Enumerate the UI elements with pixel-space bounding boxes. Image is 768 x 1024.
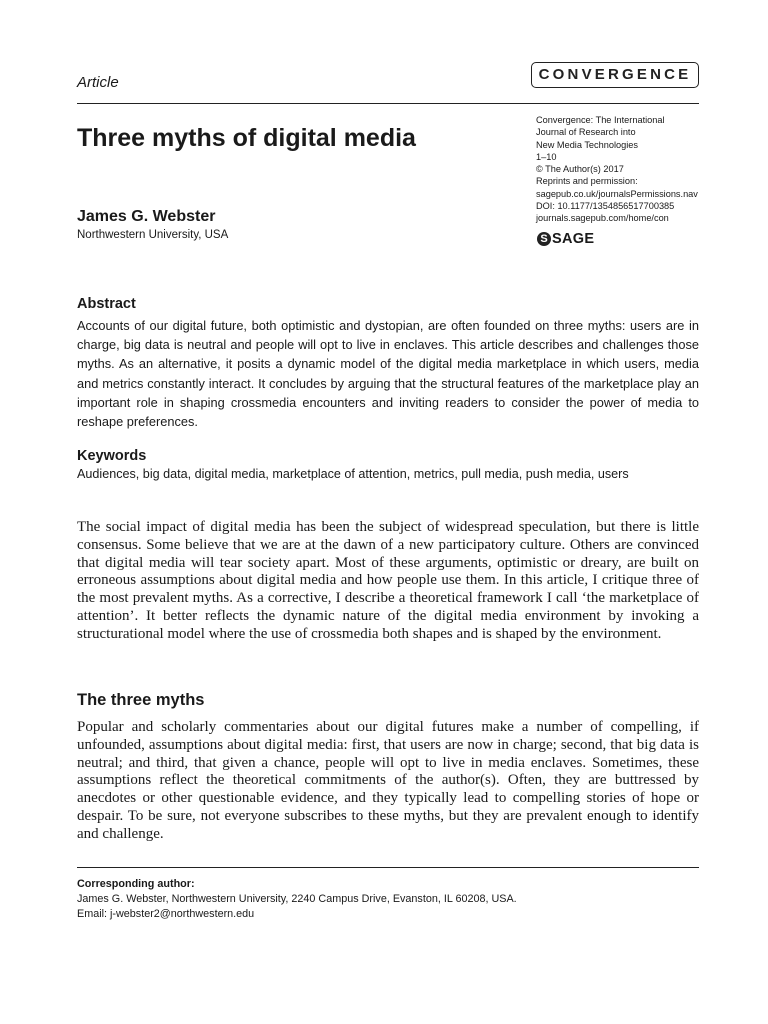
article-type-label: Article <box>77 74 119 91</box>
meta-line: Journal of Research into <box>536 127 636 138</box>
header-divider <box>77 103 699 104</box>
author-affiliation: Northwestern University, USA <box>77 229 229 241</box>
body-paragraph: The social impact of digital media has been the subject of widespread speculation, but there is little consensus. Some believe that we are at the dawn of a new participatory culture. Others are convinced that digital media will tear society apart. Most of these arguments, optimistic or dreary, are built on erroneous assumptions about digital media and how people use them. In this article, I critique three of the most prevalent myths. As a corrective, I describe a theoretical framework I call ‘the marketplace of attention’. It better reflects the dynamic nature of the digital media environment by invoking a structurational model where the use of crossmedia both shapes and is shaped by the environment. <box>77 519 699 642</box>
keywords-heading: Keywords <box>77 448 147 464</box>
footnote-heading: Corresponding author: <box>77 878 195 890</box>
abstract-text: Accounts of our digital future, both optimistic and dystopian, are often founded on three myths: users are in charge, big data is neutral and people will opt to live in enclaves. This article describes and challenges those myths. As an alternative, it posits a dynamic model of the digital media marketplace in which users, media and metrics constantly interact. It concludes by arguing that the structural features of the marketplace play an important role in shaping crossmedia encounters and inviting readers to consider the power of media to reshape preferences. <box>77 318 699 430</box>
journal-metadata <box>536 114 701 225</box>
body-paragraph: Popular and scholarly commentaries about our digital futures make a number of compelling, if unfounded, assumptions about digital media: first, that users are now in charge; second, that big data is neutral; and third, that given a chance, people will opt to live in media enclaves. Sometimes, these assumptions reflect the theoretical commitments of the author(s). Often, they are buttressed by anecdotes or other questionable evidence, and they typically lead to compelling stories of hope or despair. To be sure, not everyone subscribes to these myths, but they are prevalent enough to identify and challenge. <box>77 719 699 842</box>
section-heading: The three myths <box>77 691 205 709</box>
keywords-text: Audiences, big data, digital media, marketplace of attention, metrics, pull media, push media, users <box>77 467 629 481</box>
meta-line: 1–10 <box>536 151 557 162</box>
corresponding-author-note <box>77 877 517 922</box>
meta-doi[interactable]: DOI: 10.1177/1354856517700385 <box>536 201 675 212</box>
publisher-name: SAGE <box>552 231 595 247</box>
meta-link-journal[interactable]: journals.sagepub.com/home/con <box>536 213 669 224</box>
meta-link-permissions[interactable]: sagepub.co.uk/journalsPermissions.nav <box>536 188 698 199</box>
meta-line: Reprints and permission: <box>536 176 638 187</box>
publisher-logo <box>537 231 594 247</box>
meta-line: © The Author(s) 2017 <box>536 164 624 175</box>
abstract-heading: Abstract <box>77 296 136 312</box>
footnote-divider <box>77 867 699 868</box>
author-name: James G. Webster <box>77 208 216 225</box>
article-title: Three myths of digital media <box>77 124 416 152</box>
footnote-address: James G. Webster, Northwestern University, 2240 Campus Drive, Evanston, IL 60208, USA. <box>77 893 517 905</box>
meta-line: New Media Technologies <box>536 139 638 150</box>
footnote-email[interactable]: Email: j-webster2@northwestern.edu <box>77 908 255 920</box>
meta-line: Convergence: The International <box>536 115 665 125</box>
sage-icon: S <box>537 232 551 246</box>
journal-logo: CONVERGENCE <box>531 62 699 88</box>
